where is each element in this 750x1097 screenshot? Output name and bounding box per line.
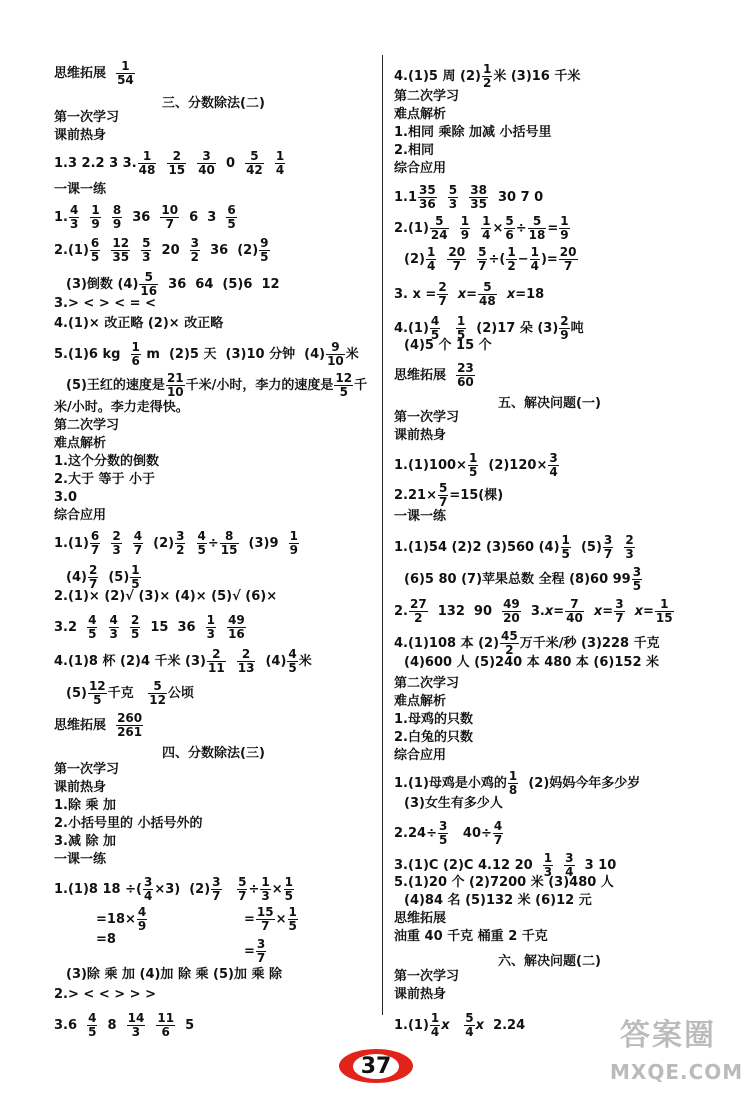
answer-line: 1.(1) $\frac{1}{4}$ x $\frac{5}{4}$ x 2.24 xyxy=(394,1011,526,1039)
text-line: 1.除 乘 加 xyxy=(54,798,117,813)
answer-line: 1.1 $\frac{35}{36}$ $\frac{5}{3}$ $\frac{38}{35}$ 30 7 0 xyxy=(394,183,544,211)
answer-line: = $\frac{3}{7}$ xyxy=(244,937,266,965)
answer-line: (3)倒数 (4) $\frac{5}{16}$ 36 64 (5)6 12 xyxy=(66,270,280,298)
text-line: 2.大于 等于 小于 xyxy=(54,472,156,487)
thinking-extension: 思维拓展 $\frac{23}{60}$ xyxy=(394,361,474,389)
text-line: 2.相同 xyxy=(394,143,434,158)
text-line: 1.母鸡的只数 xyxy=(394,712,473,727)
text-line: 综合应用 xyxy=(394,161,447,176)
text-line: 第一次学习 xyxy=(394,969,460,984)
answer-line: 2.(1) $\frac{6}{5}$ $\frac{12}{35}$ $\frac{5}{3}$ 20 $\frac{3}{2}$ 36 (2) $\frac{9}{5}$ xyxy=(54,236,269,264)
answer-line: 1.(1)100× $\frac{1}{5}$ (2)120× $\frac{3}{4}$ xyxy=(394,451,558,479)
text-line: 1.这个分数的倒数 xyxy=(54,454,159,469)
text-line: 课前热身 xyxy=(394,987,447,1002)
watermark xyxy=(610,1010,750,1097)
answer-line: 3.2 $\frac{4}{5}$ $\frac{4}{3}$ $\frac{2}{5}$ 15 36 $\frac{1}{3}$ $\frac{49}{16}$ xyxy=(54,613,245,641)
page-number: 37 xyxy=(353,1054,400,1079)
text-line: 一课一练 xyxy=(54,182,107,197)
section-heading: 六、解决问题(二) xyxy=(498,954,601,969)
answer-line: (2) $\frac{1}{4}$ $\frac{20}{7}$ $\frac{5}{7}$ ÷( $\frac{1}{2}$ − $\frac{1}{4}$ )= $\frac{20}{7}$ xyxy=(404,245,577,273)
answer-line: (5)王红的速度是 $\frac{21}{10}$ 千米/小时，李力的速度是 $\frac{12}{5}$ 千 xyxy=(66,371,368,399)
watermark-url: MXQE.COM xyxy=(610,1060,744,1084)
text-line: 第二次学习 xyxy=(54,418,120,433)
text-line: 难点解析 xyxy=(394,694,447,709)
text-line: 难点解析 xyxy=(394,107,447,122)
answer-line: 1.(1)8 18 ÷( $\frac{3}{4}$ ×3) (2) $\frac{3}{7}$ $\frac{5}{7}$ ÷ $\frac{1}{3}$ × $\frac{1}{5}$ xyxy=(54,875,293,903)
text-line: 一课一练 xyxy=(54,852,107,867)
answer-line: 4.(1)5 周 (2) $\frac{1}{2}$ 米 (3)16 千米 xyxy=(394,62,581,90)
answer-line: 2.24÷ $\frac{3}{5}$ 40÷ $\frac{4}{7}$ xyxy=(394,819,503,847)
text-line: =8 xyxy=(96,932,116,947)
answer-line: 3.(1)C (2)C 4.12 20 $\frac{1}{3}$ $\frac{3}{4}$ 3 10 xyxy=(394,851,617,879)
answer-line: =18× $\frac{4}{9}$ xyxy=(96,905,147,933)
answer-line: = $\frac{15}{7}$ × $\frac{1}{5}$ xyxy=(244,905,297,933)
column-divider xyxy=(382,55,383,1015)
answer-line: 1.(1) $\frac{6}{7}$ $\frac{2}{3}$ $\frac{4}{7}$ (2) $\frac{3}{2}$ $\frac{4}{5}$ ÷ $\frac{8}{15}$ (3)9 $\frac{1}{9}$ xyxy=(54,529,298,557)
text-line: (3)女生有多少人 xyxy=(404,796,503,811)
watermark-logo: 答案圈 xyxy=(620,1018,716,1053)
answer-line: 1.3 2.2 3 3. $\frac{1}{48}$ $\frac{2}{15}$ $\frac{3}{40}$ 0 $\frac{5}{42}$ $\frac{1}{4}$ xyxy=(54,149,285,177)
section-heading: 三、分数除法(二) xyxy=(162,96,265,111)
answer-line: 1.(1)54 (2)2 (3)560 (4) $\frac{1}{5}$ (5) $\frac{3}{7}$ $\frac{2}{3}$ xyxy=(394,533,634,561)
text-line: (4)84 名 (5)132 米 (6)12 元 xyxy=(404,893,592,908)
text-line: (4)600 人 (5)240 本 480 本 (6)152 米 xyxy=(404,655,660,670)
text-line: 课前热身 xyxy=(394,428,447,443)
thinking-extension: 思维拓展 $\frac{260}{261}$ xyxy=(54,711,143,739)
text-line: 一课一练 xyxy=(394,509,447,524)
text-line: 课前热身 xyxy=(54,780,107,795)
text-line: 3.减 除 加 xyxy=(54,834,117,849)
text-line: 思维拓展 xyxy=(394,911,447,926)
text-line: 2.> < < > > > xyxy=(54,987,156,1002)
text-line: 3.> < > < = < xyxy=(54,296,156,311)
text-line: 第二次学习 xyxy=(394,89,460,104)
text-line: (3)除 乘 加 (4)加 除 乘 (5)加 乘 除 xyxy=(66,967,282,982)
answer-line: 2.21× $\frac{5}{7}$ =15(棵) xyxy=(394,481,504,509)
text-line: 米/小时。李力走得快。 xyxy=(54,400,189,415)
answer-line: 1.(1)母鸡是小鸡的 $\frac{1}{8}$ (2)妈妈今年多少岁 xyxy=(394,769,641,797)
answer-line: 4.(1)108 本 (2) $\frac{45}{2}$ 万千米/秒 (3)228 千克 xyxy=(394,629,660,657)
text-line: 综合应用 xyxy=(394,748,447,763)
section-heading: 五、解决问题(一) xyxy=(498,396,601,411)
answer-line: 4.(1)8 杯 (2)4 千米 (3) $\frac{2}{11}$ $\frac{2}{13}$ (4) $\frac{4}{5}$ 米 xyxy=(54,647,312,675)
text-line: (4)5 个 15 个 xyxy=(404,338,492,353)
page-number-badge xyxy=(339,1049,413,1083)
answer-line: 4.(1) $\frac{4}{5}$ $\frac{1}{5}$ (2)17 朵 (3) $\frac{2}{9}$ 吨 xyxy=(394,314,584,342)
text-line: 第一次学习 xyxy=(54,110,120,125)
text-line: 3.0 xyxy=(54,490,78,505)
answer-line: (4) $\frac{2}{7}$ (5) $\frac{1}{5}$ xyxy=(66,563,140,591)
answer-line: (5) $\frac{12}{5}$ 千克 $\frac{5}{12}$ 公顷 xyxy=(66,679,194,707)
text-line: 第一次学习 xyxy=(54,762,120,777)
text-line: 5.(1)20 个 (2)7200 米 (3)480 人 xyxy=(394,875,614,890)
text-line: 4.(1)× 改正略 (2)× 改正略 xyxy=(54,316,224,331)
text-line: 2.(1)× (2)√ (3)× (4)× (5)√ (6)× xyxy=(54,589,278,604)
answer-line: 1. $\frac{4}{3}$ $\frac{1}{9}$ $\frac{8}{9}$ 36 $\frac{10}{7}$ 6 3 $\frac{6}{5}$ xyxy=(54,203,236,231)
answer-line: 3.6 $\frac{4}{5}$ 8 $\frac{14}{3}$ $\frac{11}{6}$ 5 xyxy=(54,1011,195,1039)
answer-line: 5.(1)6 kg $\frac{1}{6}$ m (2)5 天 (3)10 分钟 (4) $\frac{9}{10}$ 米 xyxy=(54,340,359,368)
thinking-extension: 思维拓展 $\frac{1}{54}$ xyxy=(54,59,134,87)
answer-line: (6)5 80 (7)苹果总数 全程 (8)60 99 $\frac{3}{5}$ xyxy=(404,565,642,593)
text-line: 难点解析 xyxy=(54,436,107,451)
answer-line: 2.(1) $\frac{5}{24}$ $\frac{1}{9}$ $\frac{1}{4}$ × $\frac{5}{6}$ ÷ $\frac{5}{18}$ = $\frac{1}{9}$ xyxy=(394,214,569,242)
text-line: 综合应用 xyxy=(54,508,107,523)
answer-line: 3. x = $\frac{2}{7}$ x= $\frac{5}{48}$ x=18 xyxy=(394,280,545,308)
text-line: 课前热身 xyxy=(54,128,107,143)
text-line: 2.小括号里的 小括号外的 xyxy=(54,816,203,831)
text-line: 第一次学习 xyxy=(394,410,460,425)
text-line: 2.白兔的只数 xyxy=(394,730,473,745)
text-line: 第二次学习 xyxy=(394,676,460,691)
text-line: 1.相同 乘除 加减 小括号里 xyxy=(394,125,552,140)
text-line: 油重 40 千克 桶重 2 千克 xyxy=(394,929,548,944)
answer-line: 2. $\frac{27}{2}$ 132 90 $\frac{49}{20}$ 3.x= $\frac{7}{40}$ x= $\frac{3}{7}$ x= $\frac{1}{15}$ xyxy=(394,597,673,625)
section-heading: 四、分数除法(三) xyxy=(162,746,265,761)
